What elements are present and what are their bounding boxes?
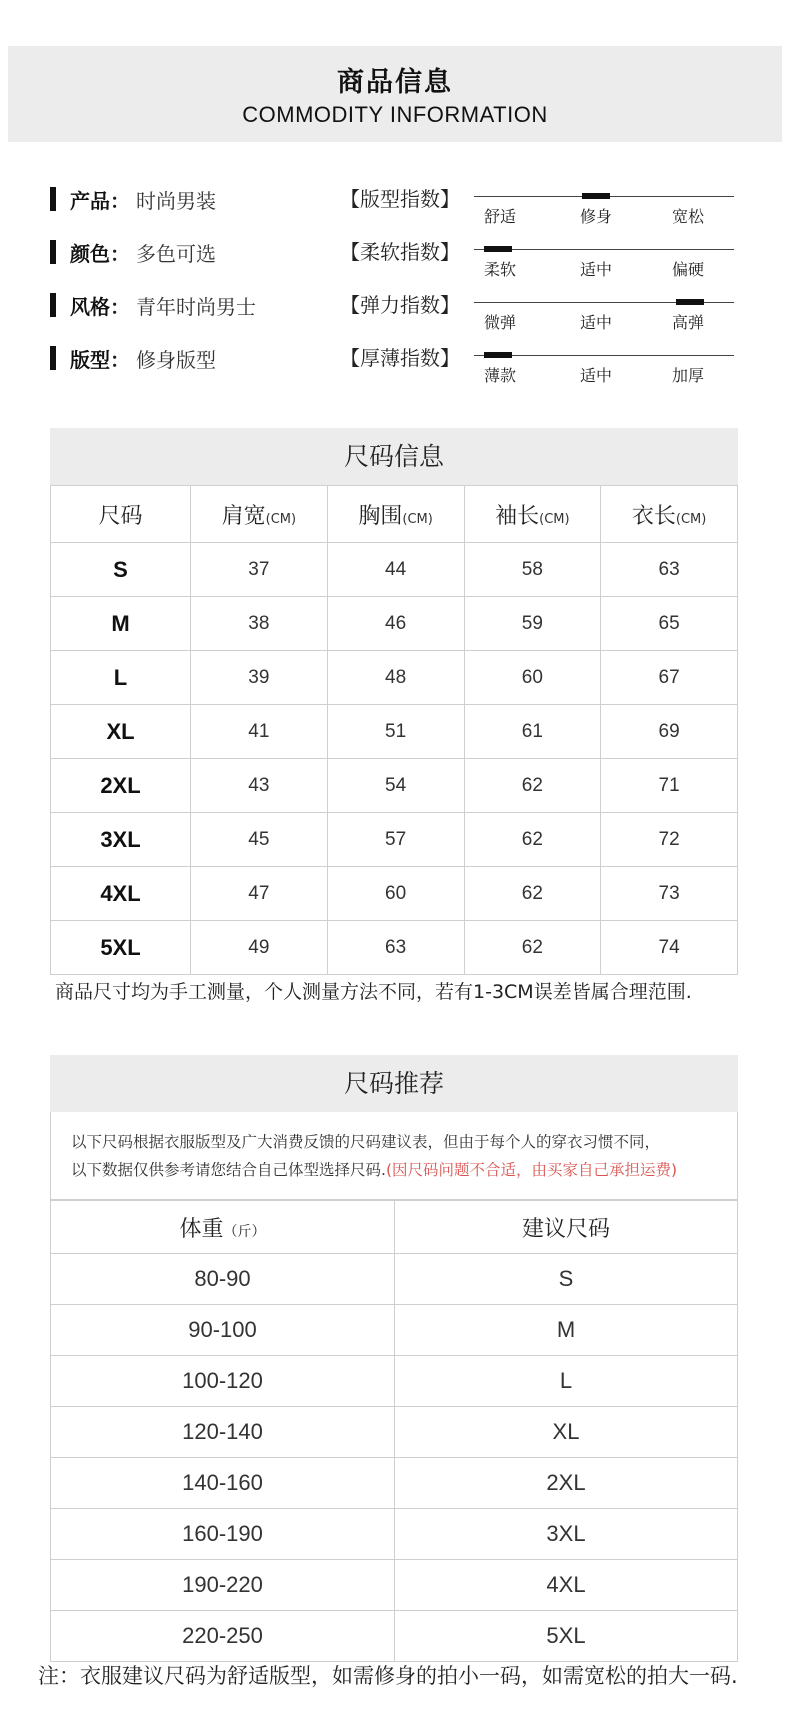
index-scale-elasticity [474,296,734,336]
measure-cell: 69 [601,705,738,759]
size-info-title: 尺码信息 [50,428,738,485]
measure-cell: 62 [464,759,601,813]
measure-cell: 51 [327,705,464,759]
measure-cell: 41 [191,705,328,759]
weight-cell: 220-250 [51,1611,395,1662]
weight-cell: 140-160 [51,1458,395,1509]
column-header [51,1201,395,1254]
attribute-color: 颜色 ： 多色可选 [50,237,216,267]
size-table [50,485,738,975]
table-row [51,705,738,759]
attribute-value: 青年时尚男士 [136,294,256,319]
recommend-table-header [51,1201,738,1254]
size-cell: XL [395,1407,738,1458]
measure-cell: 62 [464,813,601,867]
recommend-desc-line2: 以下数据仅供参考请您结合自己体型选择尺码.(因尺码问题不合适，由买家自己承担运费) [71,1161,678,1179]
index-label-softness: 【柔软指数】 [340,240,460,264]
size-cell: L [395,1356,738,1407]
size-cell: 5XL [51,921,191,975]
scale-option: 舒适 [484,207,517,226]
size-cell: XL [51,705,191,759]
scale-option: 高弹 [672,313,705,332]
scale-option: 加厚 [672,366,705,385]
size-cell: S [395,1254,738,1305]
size-cell: 4XL [395,1560,738,1611]
column-name: 建议尺码 [521,1216,610,1242]
weight-cell: 100-120 [51,1356,395,1407]
page-subtitle: COMMODITY INFORMATION [242,102,548,127]
measure-cell: 65 [601,597,738,651]
weight-cell: 190-220 [51,1560,395,1611]
measure-cell: 59 [464,597,601,651]
header-banner [8,46,782,142]
size-cell: 3XL [395,1509,738,1560]
measure-cell: 45 [191,813,328,867]
size-cell: 5XL [395,1611,738,1662]
measure-cell: 48 [327,651,464,705]
measure-cell: 67 [601,651,738,705]
size-table-header [51,486,738,543]
size-cell: 4XL [51,867,191,921]
measure-cell: 63 [327,921,464,975]
measure-cell: 62 [464,867,601,921]
column-name: 袖长 [495,503,540,529]
table-row [51,1509,738,1560]
size-cell: M [51,597,191,651]
scale-marker [676,299,704,305]
column-header [191,486,328,543]
size-cell: L [51,651,191,705]
table-row [51,1305,738,1356]
scale-option: 柔软 [484,260,517,279]
measure-cell: 72 [601,813,738,867]
fit-advice-note: 注：衣服建议尺码为舒适版型，如需修身的拍小一码，如需宽松的拍大一码. [38,1664,738,1688]
weight-cell: 90-100 [51,1305,395,1356]
scale-option: 适中 [580,366,613,385]
bullet-bar [50,240,56,264]
measure-cell: 58 [464,543,601,597]
scale-marker [582,193,610,199]
bullet-bar [50,293,56,317]
table-row [51,1356,738,1407]
table-row [51,1611,738,1662]
measure-cell: 73 [601,867,738,921]
scale-line [474,249,734,250]
table-row [51,597,738,651]
column-unit: (CM) [675,511,707,527]
measure-cell: 60 [464,651,601,705]
scale-marker [484,246,512,252]
table-row [51,921,738,975]
table-row [51,1407,738,1458]
attribute-label: 版型 [70,347,110,372]
column-header [51,486,191,543]
measure-cell: 63 [601,543,738,597]
attribute-label: 风格 [70,294,110,319]
column-unit: (CM) [265,511,297,527]
measure-cell: 46 [327,597,464,651]
measure-cell: 61 [464,705,601,759]
measure-cell: 39 [191,651,328,705]
column-unit: (CM) [402,511,433,527]
size-cell: M [395,1305,738,1356]
size-cell: 2XL [395,1458,738,1509]
table-row [51,651,738,705]
size-cell: 2XL [51,759,191,813]
index-label-fit: 【版型指数】 [340,187,460,211]
scale-option: 薄款 [484,366,517,385]
measure-cell: 43 [191,759,328,813]
measure-cell: 60 [327,867,464,921]
column-name: 尺码 [98,503,143,529]
measurement-note: 商品尺寸均为手工测量，个人测量方法不同，若有1-3CM误差皆属合理范围. [55,981,692,1003]
index-label-thickness: 【厚薄指数】 [340,346,460,370]
table-row [51,867,738,921]
column-header [601,486,738,543]
weight-cell: 80-90 [51,1254,395,1305]
recommend-desc-line1: 以下尺码根据衣服版型及广大消费反馈的尺码建议表，但由于每个人的穿衣习惯不同， [71,1133,661,1151]
column-name: 体重 [179,1216,224,1242]
recommend-table [50,1200,738,1662]
scale-option: 宽松 [672,207,705,226]
column-unit: （斤） [223,1223,266,1240]
scale-marker [484,352,512,358]
table-row [51,1560,738,1611]
scale-option: 偏硬 [672,260,705,279]
index-scale-thickness [474,349,734,389]
column-name: 衣长 [631,503,676,529]
attribute-value: 修身版型 [136,347,216,372]
size-cell: S [51,543,191,597]
measure-cell: 74 [601,921,738,975]
column-name: 胸围 [358,503,403,529]
column-name: 肩宽 [221,503,266,529]
measure-cell: 47 [191,867,328,921]
bullet-bar [50,346,56,370]
attribute-value: 多色可选 [136,241,216,266]
attribute-value: 时尚男装 [136,188,216,213]
scale-option: 微弹 [484,313,517,332]
measure-cell: 71 [601,759,738,813]
table-row [51,759,738,813]
scale-line [474,355,734,356]
weight-cell: 120-140 [51,1407,395,1458]
attribute-label: 颜色 [70,241,110,266]
table-row [51,1254,738,1305]
scale-option: 适中 [580,313,613,332]
size-recommend-title: 尺码推荐 [50,1055,738,1112]
column-header [464,486,601,543]
index-scale-fit [474,190,734,230]
recommend-description [50,1112,738,1200]
measure-cell: 54 [327,759,464,813]
column-unit: (CM) [539,511,570,527]
attribute-product: 产品 ： 时尚男装 [50,184,216,214]
index-label-elasticity: 【弹力指数】 [340,293,460,317]
measure-cell: 49 [191,921,328,975]
measure-cell: 62 [464,921,601,975]
attribute-fit: 版型 ： 修身版型 [50,343,216,373]
measure-cell: 38 [191,597,328,651]
scale-option: 修身 [580,207,613,226]
table-row [51,543,738,597]
attribute-label: 产品 [70,188,110,213]
table-row [51,813,738,867]
size-cell: 3XL [51,813,191,867]
attribute-style: 风格 ： 青年时尚男士 [50,290,256,320]
measure-cell: 57 [327,813,464,867]
column-header [395,1201,738,1254]
bullet-bar [50,187,56,211]
index-scale-softness [474,243,734,283]
measure-cell: 44 [327,543,464,597]
shipping-warning: (因尺码问题不合适，由买家自己承担运费) [385,1161,678,1179]
column-header [327,486,464,543]
measure-cell: 37 [191,543,328,597]
weight-cell: 160-190 [51,1509,395,1560]
scale-option: 适中 [580,260,613,279]
page-title: 商品信息 [337,67,453,98]
table-row [51,1458,738,1509]
